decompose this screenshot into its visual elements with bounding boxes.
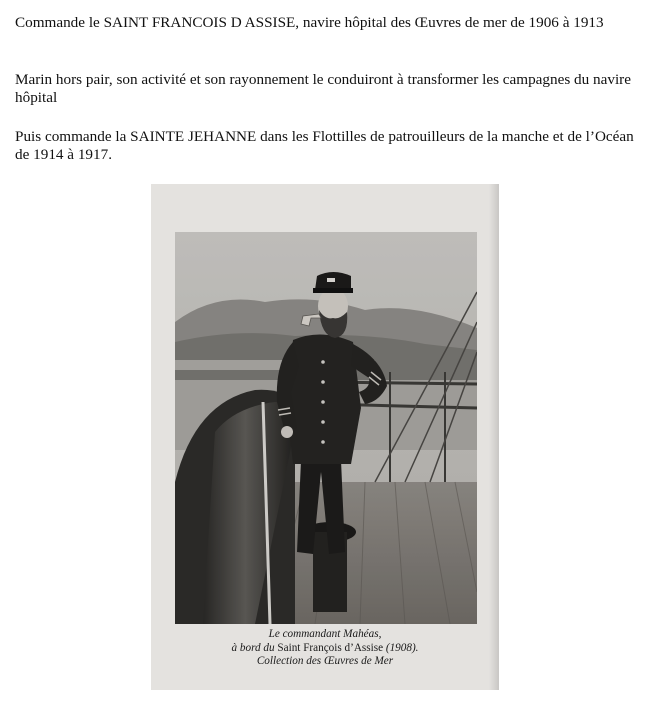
caption-line-3: Collection des Œuvres de Mer <box>256 655 394 667</box>
scanned-book-page <box>151 184 499 690</box>
paragraph-command-sainte-jehanne: Puis commande la SAINTE JEHANNE dans les Flottilles de patrouilleurs de la manche et de l’Océan de 1914 à 1917. <box>15 128 634 163</box>
caption-ship-name: Saint François d’Assise <box>277 641 384 654</box>
caption-line-2 <box>151 642 499 656</box>
paragraph-hospital-campaigns: Marin hors pair, son activité et son rayonnement le conduiront à transformer les campagnes du navire hôpital <box>15 71 631 106</box>
caption-year: (1908). <box>385 641 419 654</box>
historical-photo-commander-on-deck <box>175 232 477 624</box>
caption-line-1: Le commandant Mahéas, <box>268 628 382 640</box>
paragraph-command-saint-francois: Commande le SAINT FRANCOIS D ASSISE, navire hôpital des Œuvres de mer de 1906 à 1913 <box>15 14 604 31</box>
caption-line-2-prefix: à bord du <box>231 641 275 654</box>
page-shadow <box>489 184 499 690</box>
photo-caption <box>151 628 499 669</box>
